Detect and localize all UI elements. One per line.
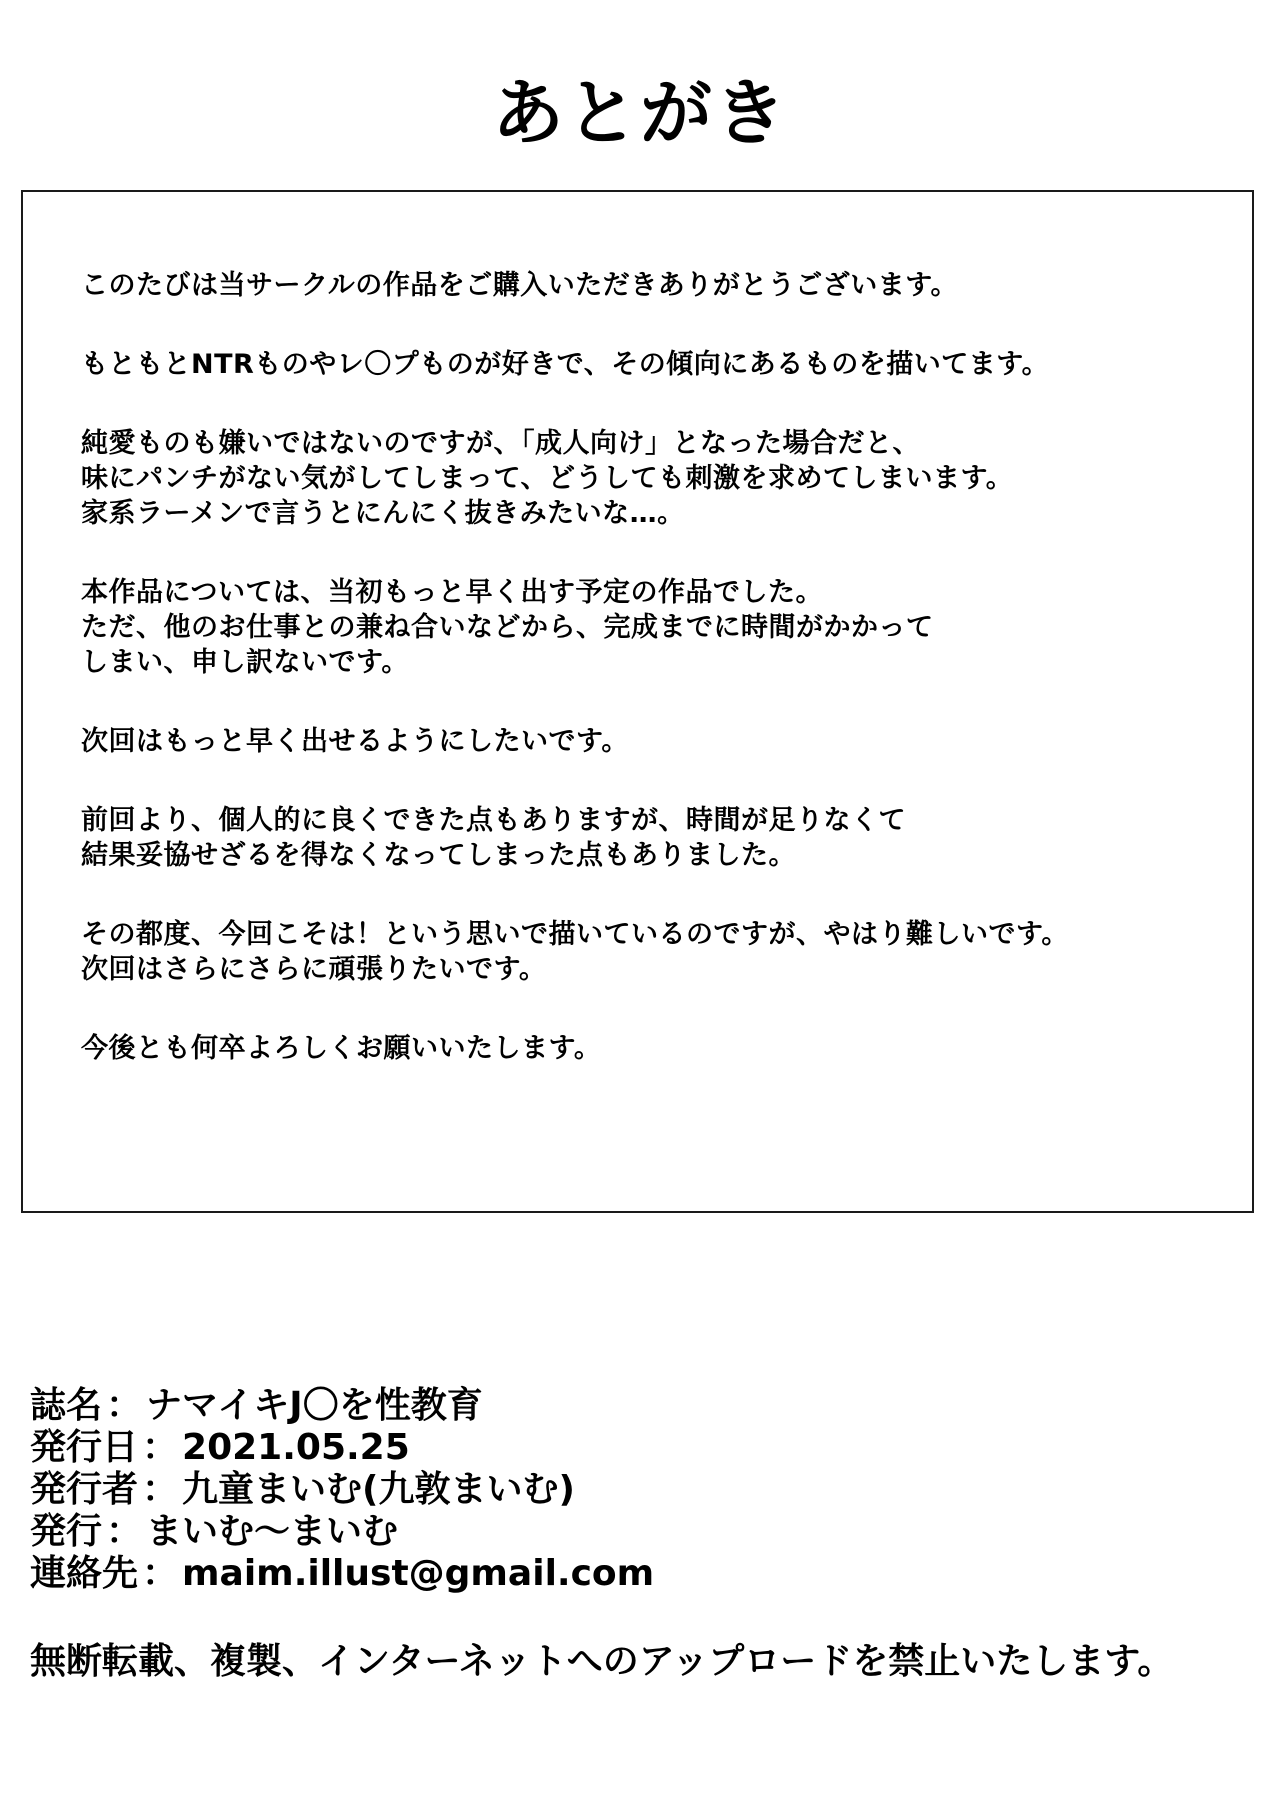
text-line: ただ、他のお仕事との兼ね合いなどから、完成までに時間がかかって [81, 612, 934, 643]
paragraph [81, 575, 1221, 680]
colophon-separator: ： [106, 1385, 143, 1426]
paragraph [81, 268, 1221, 303]
afterword-body [81, 268, 1221, 1110]
colophon-contact-row [30, 1553, 1250, 1595]
text-line: 結果妥協せざるを得なくなってしまった点もありました。 [81, 840, 796, 871]
text-line: 今後とも何卒よろしくお願いいたします。 [81, 1033, 602, 1064]
text-line: 前回より、個人的に良くできた点もありますが、時間が足りなくて [81, 805, 906, 836]
text-line: 本作品については、当初もっと早く出す予定の作品でした。 [81, 577, 823, 608]
text-line: このたびは当サークルの作品をご購入いただきありがとうございます。 [81, 270, 959, 301]
colophon-value: ナマイキJ〇を性教育 [146, 1385, 483, 1426]
colophon-separator: ： [106, 1511, 143, 1552]
contact-email: maim.illust@gmail.com [182, 1553, 655, 1594]
text-line: 味にパンチがない気がしてしまって、どうしても刺激を求めてしまいます。 [81, 463, 1014, 494]
colophon-date-row [30, 1427, 1250, 1469]
paragraph [81, 426, 1221, 531]
colophon-label: 発行 [30, 1511, 103, 1552]
text-line: 家系ラーメンで言うとにんにく抜きみたいな…。 [81, 498, 685, 529]
page-title: あとがき [491, 71, 788, 155]
colophon-separator: ： [142, 1469, 179, 1510]
text-line: 次回はさらにさらに頑張りたいです。 [81, 954, 547, 985]
paragraph [81, 1031, 1221, 1066]
paragraph [81, 803, 1221, 873]
colophon [30, 1385, 1250, 1595]
colophon-title-row [30, 1385, 1250, 1427]
colophon-label: 発行日 [30, 1427, 139, 1468]
paragraph [81, 347, 1221, 382]
afterword-box [21, 190, 1254, 1213]
text-line: もともとNTRものやレ〇プものが好きで、その傾向にあるものを描いてます。 [81, 349, 1050, 380]
paragraph [81, 917, 1221, 987]
colophon-label: 誌名 [30, 1385, 103, 1426]
colophon-value: 2021.05.25 [182, 1427, 410, 1468]
colophon-circle-row [30, 1511, 1250, 1553]
colophon-separator: ： [142, 1553, 179, 1594]
copyright-notice: 無断転載、複製、インターネットへのアップロードを禁止いたします。 [30, 1641, 1174, 1682]
colophon-separator: ： [142, 1427, 179, 1468]
text-line: 次回はもっと早く出せるようにしたいです。 [81, 726, 629, 757]
colophon-value: 九童まいむ(九敦まいむ) [182, 1469, 575, 1510]
text-line: その都度、今回こそは！という思いで描いているのですが、やはり難しいです。 [81, 919, 1069, 950]
paragraph [81, 724, 1221, 759]
colophon-label: 発行者 [30, 1469, 139, 1510]
colophon-publisher-row [30, 1469, 1250, 1511]
colophon-value: まいむ～まいむ [146, 1511, 399, 1552]
colophon-label: 連絡先 [30, 1553, 139, 1594]
text-line: しまい、申し訳ないです。 [81, 647, 409, 678]
text-line: 純愛ものも嫌いではないのですが、「成人向け」となった場合だと、 [81, 428, 920, 459]
